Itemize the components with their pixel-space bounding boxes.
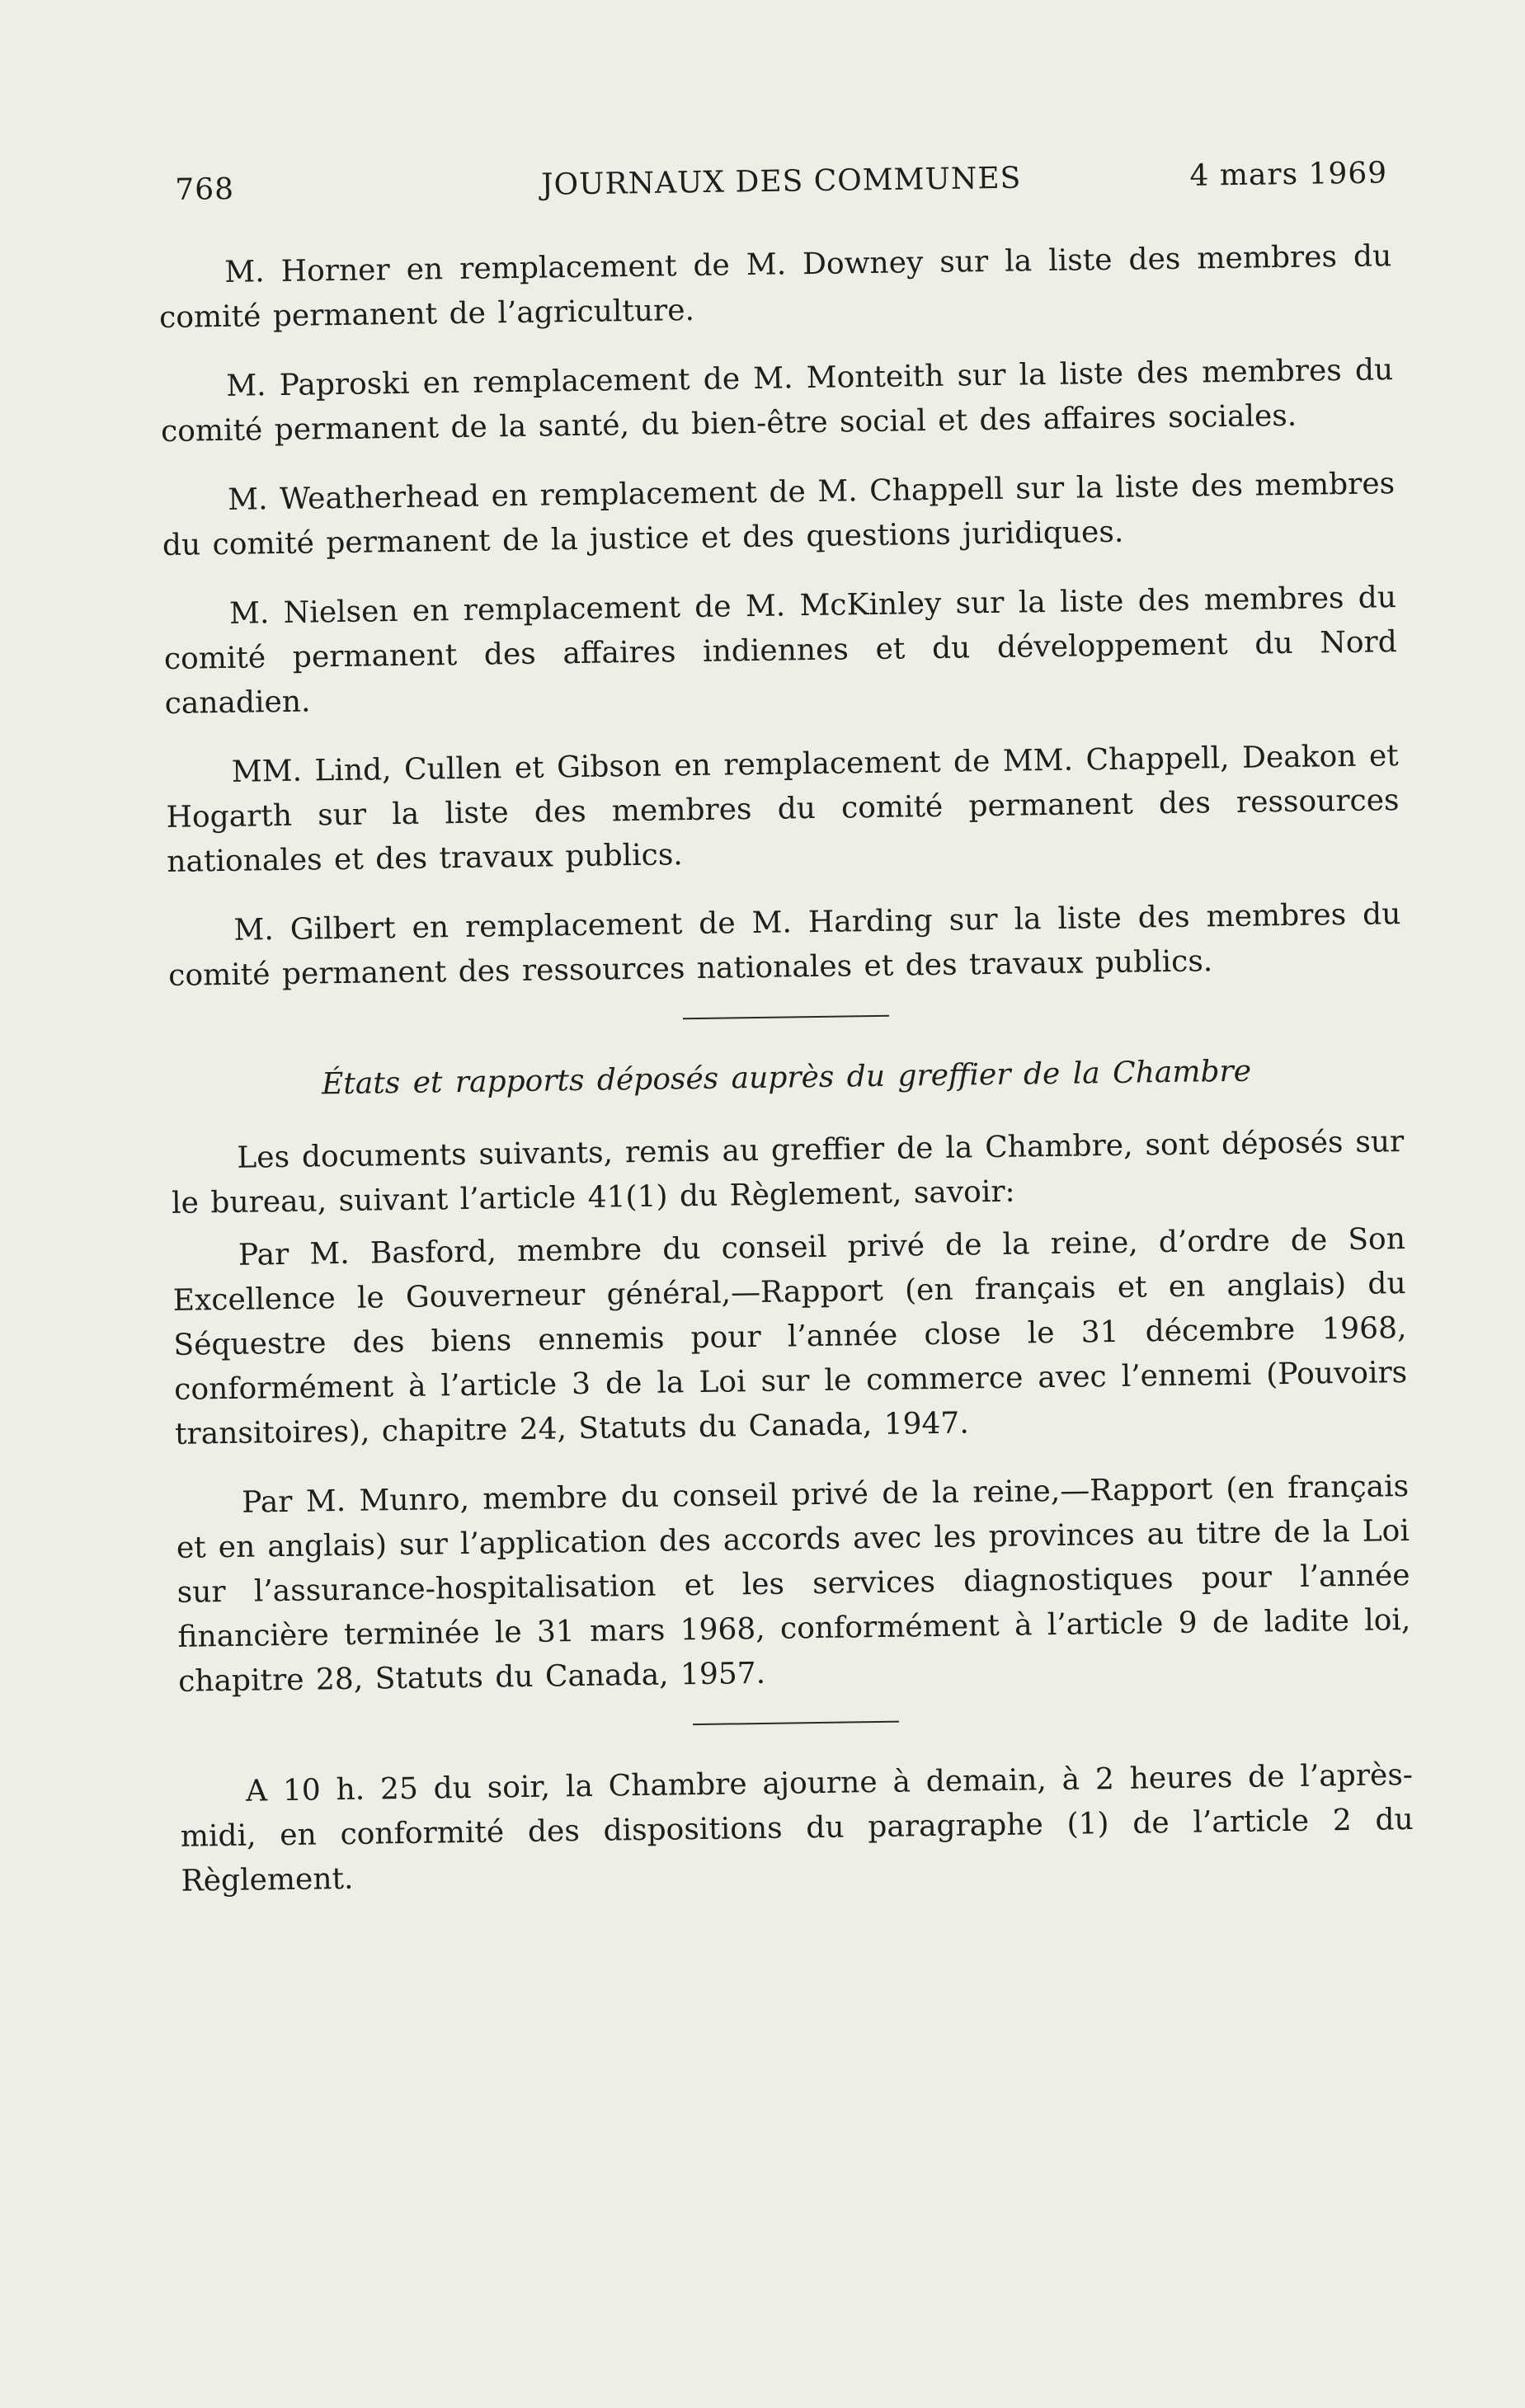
section-divider (683, 1015, 889, 1019)
page-body (158, 234, 1414, 1929)
adjournment-paragraph: A 10 h. 25 du soir, la Chambre ajourne à demain, à 2 heures de l’après-midi, en conformité des dispositions du paragraphe (1) de l’article 2 du Règlement. (180, 1757, 1414, 1898)
section-title: États et rapports déposés auprès du greffier de la Chambre (321, 1054, 1252, 1102)
document-item-basford: Par M. Basford, membre du conseil privé de la reine, d’ordre de Son Excellence le Gouverneur général,—Rapport (en français et en anglais) du Séquestre des biens ennemis pour l’année close le 31 décembre 1968, conformément à l’article 3 de la Loi sur le commerce avec l’ennemi (Pouvoirs transitoires), chapitre 24, Statuts du Canada, 1947. (172, 1222, 1408, 1451)
paragraph-horner: M. Horner en remplacement de M. Downey sur la liste des membres du comité permanent de l’agriculture. (158, 239, 1392, 335)
paragraph-weatherhead: M. Weatherhead en remplacement de M. Chappell sur la liste des membres du comité permanent de la justice et des questions juridiques. (162, 467, 1396, 562)
closing-divider (692, 1721, 898, 1725)
running-title: JOURNAUX DES COMMUNES (540, 161, 1022, 202)
paragraph-lind-cullen-gibson: MM. Lind, Cullen et Gibson en remplacement de MM. Chappell, Deakon et Hogarth sur la liste des membres du comité permanent des ressources nationales et des travaux publics. (166, 739, 1400, 879)
page-number: 768 (175, 172, 235, 207)
page-header (175, 156, 1388, 223)
paragraph-gilbert: M. Gilbert en remplacement de M. Harding sur la liste des membres du comité permanent des ressources nationales et des travaux publics. (167, 897, 1401, 993)
document-item-munro: Par M. Munro, membre du conseil privé de la reine,—Rapport (en français et en anglais) sur l’application des accords avec les provinces au titre de la Loi sur l’assurance-hospitalisation et les services diagnostiques pour l’année financière terminée le 31 mars 1968, conformément à l’article 9 de ladite loi, chapitre 28, Statuts du Canada, 1957. (176, 1469, 1411, 1699)
paragraph-paproski: M. Paproski en remplacement de M. Monteith sur la liste des membres du comité permanent de la santé, du bien-être social et des affaires sociales. (160, 353, 1394, 449)
paragraph-nielsen: M. Nielsen en remplacement de M. McKinley sur la liste des membres du comité permanent des affaires indiennes et du développement du Nord canadien. (163, 581, 1398, 721)
header-date: 4 mars 1969 (1189, 156, 1388, 193)
documents-intro: Les documents suivants, remis au greffier de la Chambre, sont déposés sur le bureau, suivant l’article 41(1) du Règlement, savoir: (171, 1125, 1405, 1220)
